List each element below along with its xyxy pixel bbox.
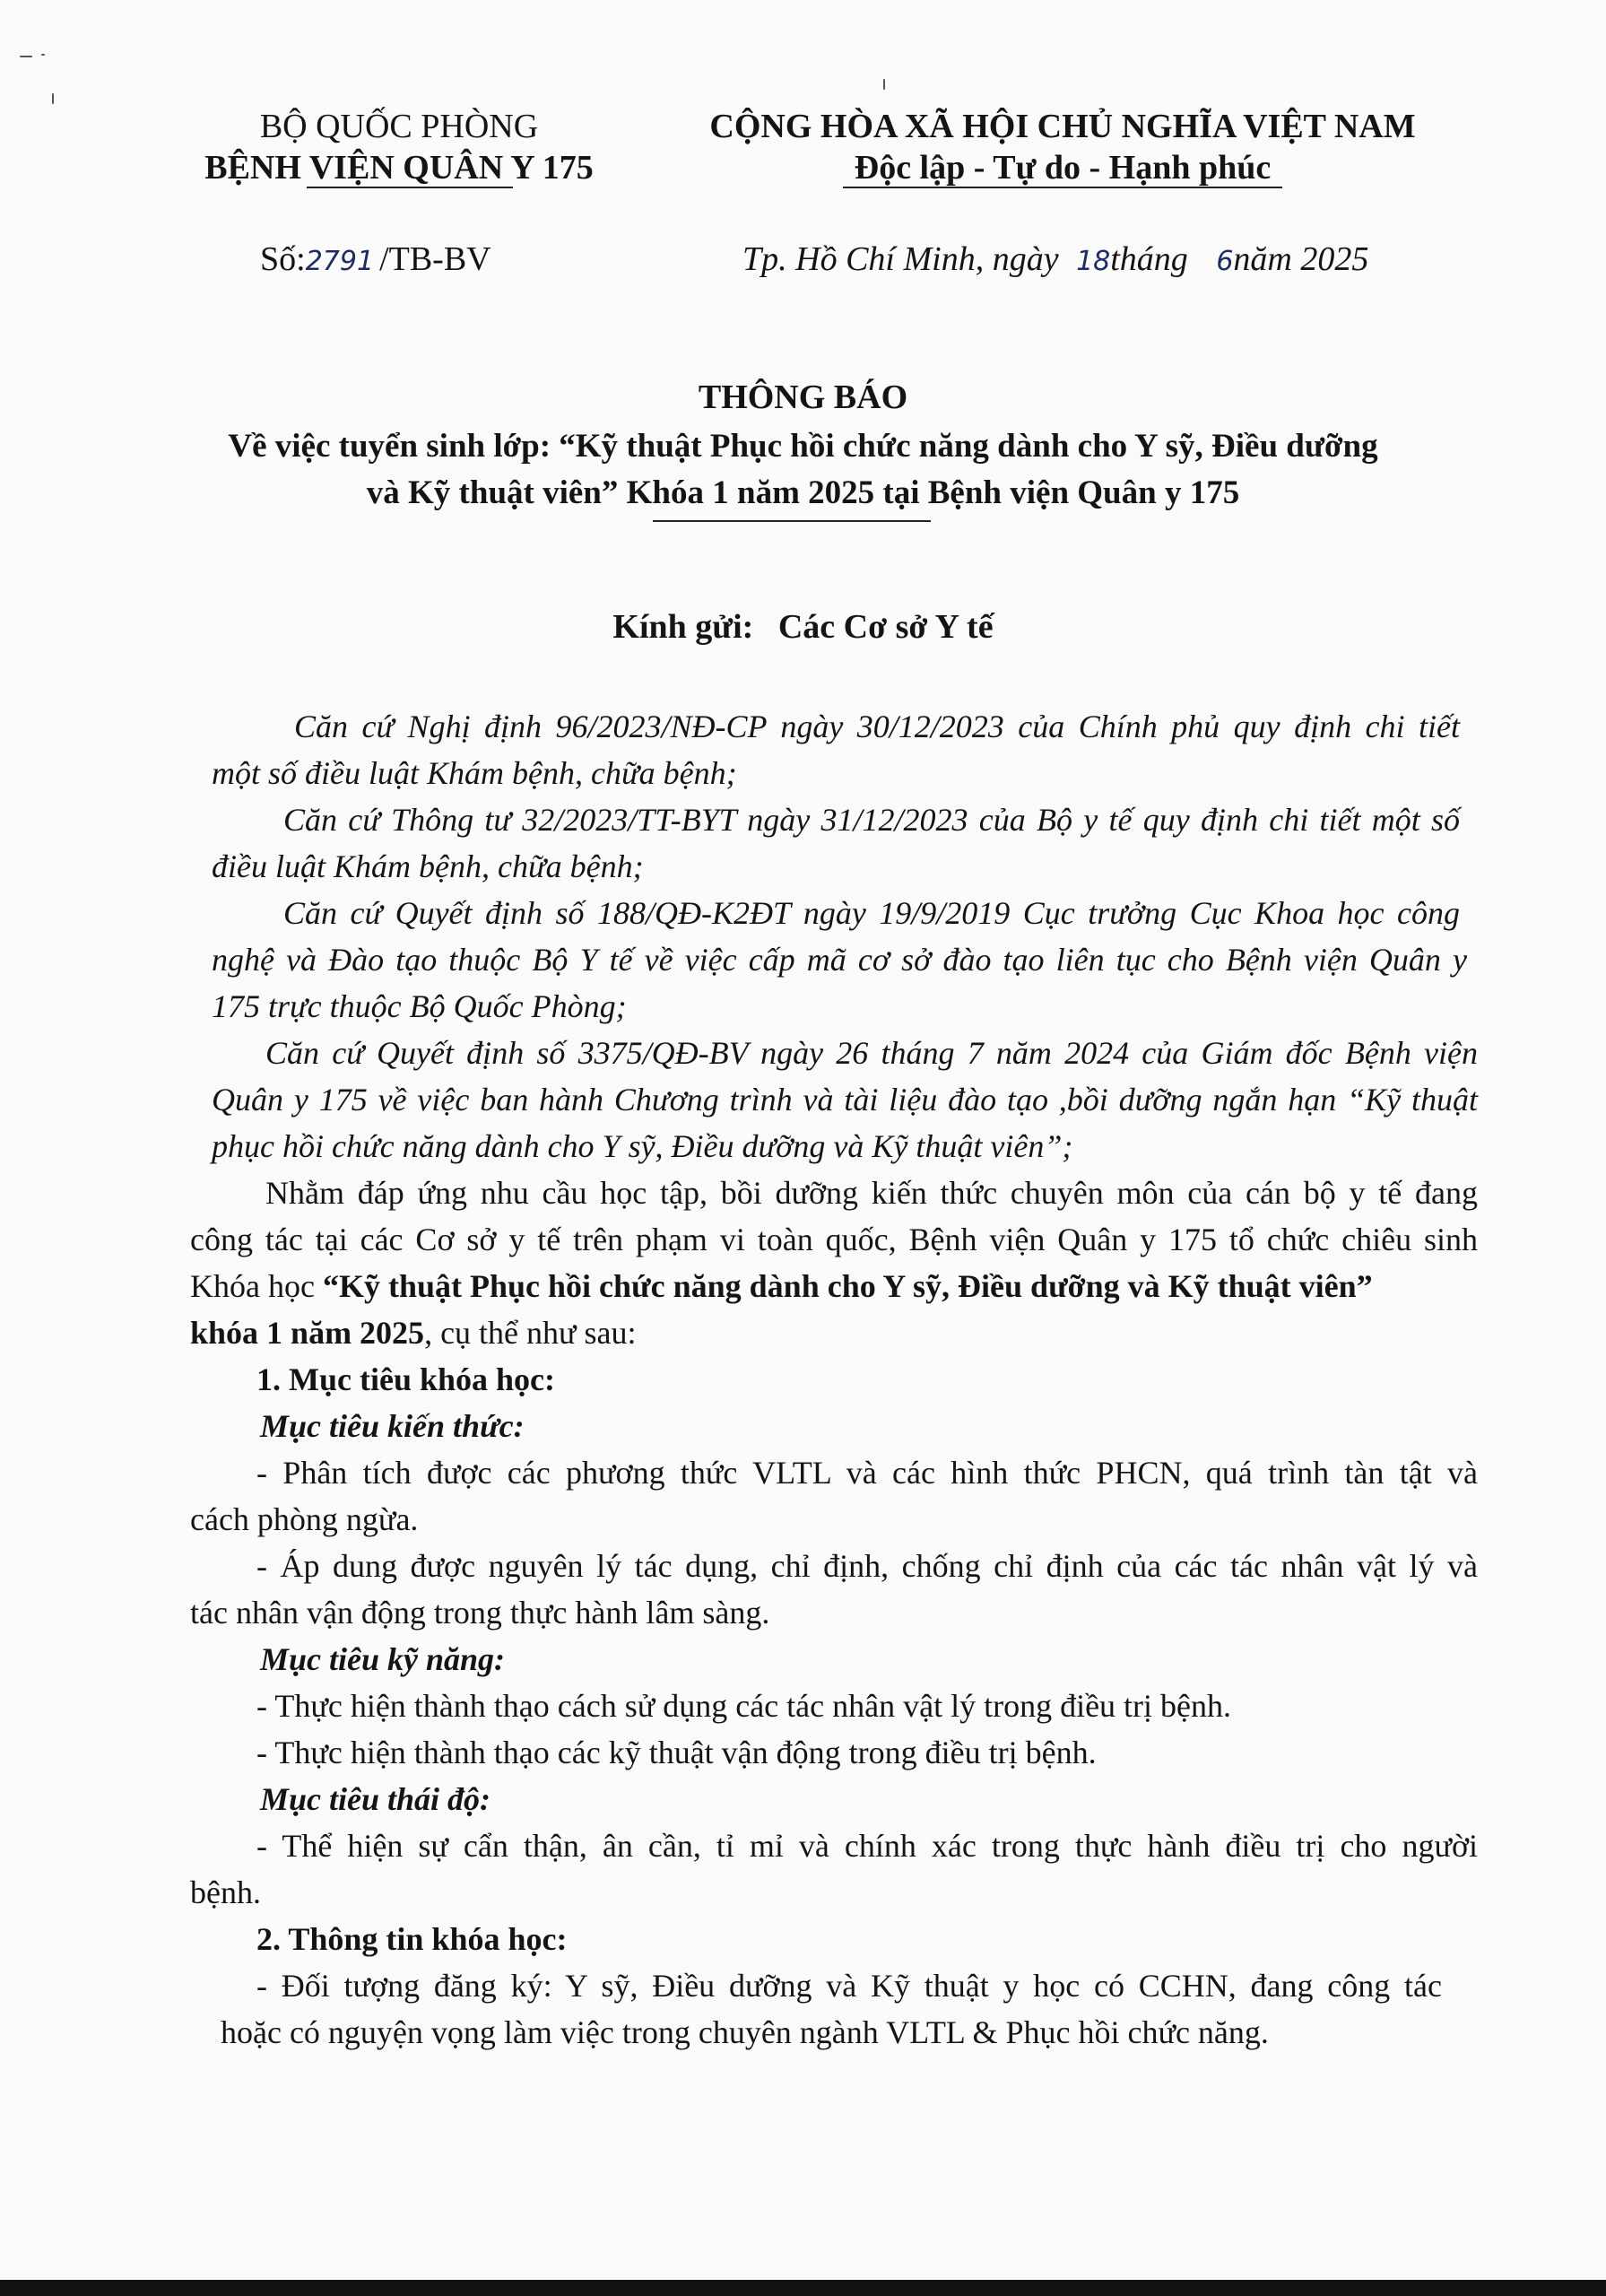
scan-speck	[20, 56, 32, 57]
section1-heading: 1. Mục tiêu khóa học:	[256, 1361, 555, 1397]
legal-basis-line: Căn cứ Nghị định 96/2023/NĐ-CP ngày 30/12/2023 của Chính phủ quy định chi tiết	[294, 709, 1460, 744]
scan-speck	[41, 54, 45, 56]
legal-basis-line: Căn cứ Quyết định số 3375/QĐ-BV ngày 26 tháng 7 năm 2024 của Giám đốc Bệnh viện	[265, 1035, 1478, 1071]
attitude-item-1-cont: bệnh.	[190, 1874, 261, 1910]
section2-item-1-cont: hoặc có nguyện vọng làm việc trong chuyên ngành VLTL & Phục hồi chức năng.	[221, 2014, 1269, 2050]
knowledge-item-2-cont: tác nhân vận động trong thực hành lâm sàng.	[190, 1595, 770, 1631]
motto-underline	[843, 187, 1282, 188]
section2-heading: 2. Thông tin khóa học:	[256, 1921, 568, 1957]
document-number	[260, 239, 491, 283]
date-month-label: tháng	[1110, 240, 1188, 278]
scan-border	[0, 2280, 1606, 2296]
date-day-handwritten: 18	[1076, 246, 1111, 277]
nation-name: CỘNG HÒA XÃ HỘI CHỦ NGHĨA VIỆT NAM	[709, 108, 1416, 145]
recipient-label: Kính gửi:	[612, 608, 754, 646]
date-month-handwritten: 6	[1216, 246, 1234, 277]
legal-basis-line: nghệ và Đào tạo thuộc Bộ Y tế về việc cấp mã cơ sở đào tạo liên tục cho Bệnh viện Quân y	[212, 942, 1467, 978]
intro-course-prefix: Khóa học	[190, 1268, 323, 1304]
legal-basis-line: một số điều luật Khám bệnh, chữa bệnh;	[212, 755, 737, 791]
skills-item-1: - Thực hiện thành thạo cách sử dụng các tác nhân vật lý trong điều trị bệnh.	[256, 1688, 1232, 1724]
scan-speck	[883, 79, 885, 90]
knowledge-item-1: - Phân tích được các phương thức VLTL và các hình thức PHCN, quá trình tàn tật và	[256, 1455, 1478, 1491]
knowledge-item-1-cont: cách phòng ngừa.	[190, 1501, 419, 1537]
national-motto: Độc lập - Tự do - Hạnh phúc	[854, 149, 1272, 187]
legal-basis-line: 175 trực thuộc Bộ Quốc Phòng;	[212, 988, 627, 1024]
intro-line3	[190, 1263, 1373, 1309]
intro-line1: Nhằm đáp ứng nhu cầu học tập, bồi dưỡng kiến thức chuyên môn của cán bộ y tế đang	[265, 1175, 1478, 1211]
skills-item-2: - Thực hiện thành thạo các kỹ thuật vận động trong điều trị bệnh.	[256, 1735, 1097, 1770]
knowledge-item-2: - Áp dung được nguyên lý tác dụng, chỉ định, chống chỉ định của các tác nhân vật lý và	[256, 1548, 1478, 1584]
attitude-heading: Mục tiêu thái độ:	[260, 1781, 491, 1817]
hospital-name: BỆNH VIỆN QUÂN Y 175	[204, 149, 594, 187]
doc-number-prefix: Số:	[260, 240, 306, 278]
legal-basis-line: Căn cứ Thông tư 32/2023/TT-BYT ngày 31/12/2023 của Bộ y tế quy định chi tiết một số	[283, 802, 1460, 838]
knowledge-heading: Mục tiêu kiến thức:	[260, 1408, 525, 1444]
legal-basis-line: điều luật Khám bệnh, chữa bệnh;	[212, 848, 644, 884]
intro-course-term: khóa 1 năm 2025	[190, 1315, 425, 1351]
date-year-label: năm 2025	[1233, 240, 1369, 278]
notice-subtitle-line1: Về việc tuyển sinh lớp: “Kỹ thuật Phục hồi chức năng dành cho Y sỹ, Điều dưỡng	[228, 428, 1378, 465]
doc-number-suffix: /TB-BV	[379, 240, 491, 278]
section2-item-1: - Đối tượng đăng ký: Y sỹ, Điều dưỡng và Kỹ thuật y học có CCHN, đang công tác	[256, 1968, 1442, 2004]
recipient-line	[0, 606, 1606, 648]
scan-speck	[52, 93, 54, 104]
intro-course-name: “Kỹ thuật Phục hồi chức năng dành cho Y sỹ, Điều dưỡng và Kỹ thuật viên”	[322, 1268, 1373, 1304]
skills-heading: Mục tiêu kỹ năng:	[260, 1641, 506, 1677]
intro-line4	[190, 1309, 637, 1356]
attitude-item-1: - Thể hiện sự cẩn thận, ân cần, tỉ mỉ và chính xác trong thực hành điều trị cho người	[256, 1828, 1478, 1864]
legal-basis-line: Căn cứ Quyết định số 188/QĐ-K2ĐT ngày 19/9/2019 Cục trưởng Cục Khoa học công	[283, 895, 1460, 931]
date-line	[742, 239, 1368, 283]
recipient-value: Các Cơ sở Y tế	[777, 608, 994, 646]
ministry-name: BỘ QUỐC PHÒNG	[259, 108, 539, 145]
date-prefix: Tp. Hồ Chí Minh, ngày	[742, 240, 1059, 278]
notice-title: THÔNG BÁO	[698, 378, 908, 416]
intro-course-suffix: , cụ thể như sau:	[424, 1315, 637, 1351]
legal-basis-line: Quân y 175 về việc ban hành Chương trình và tài liệu đào tạo ,bồi dưỡng ngắn hạn “Kỹ thuật	[212, 1082, 1478, 1118]
doc-number-handwritten: 2791	[305, 246, 375, 277]
intro-line2: công tác tại các Cơ sở y tế trên phạm vi toàn quốc, Bệnh viện Quân y 175 tổ chức chiêu sinh	[190, 1222, 1478, 1257]
legal-basis-line: phục hồi chức năng dành cho Y sỹ, Điều dưỡng và Kỹ thuật viên”;	[212, 1128, 1073, 1164]
title-underline	[653, 520, 931, 522]
hospital-underline	[307, 187, 513, 188]
notice-subtitle-line2: và Kỹ thuật viên” Khóa 1 năm 2025 tại Bệnh viện Quân y 175	[366, 474, 1240, 511]
